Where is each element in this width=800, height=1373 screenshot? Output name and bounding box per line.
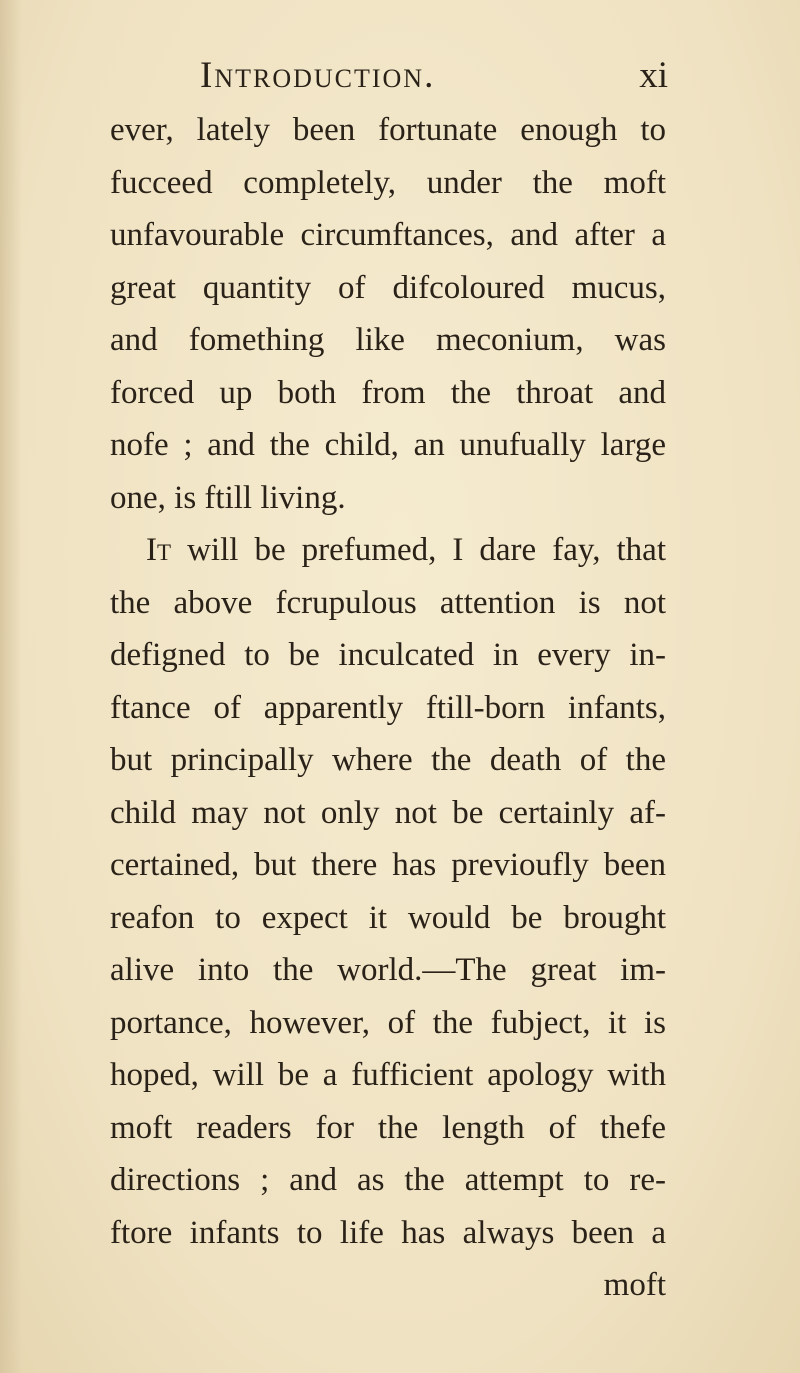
text-line: great quantity of difcoloured mucus, xyxy=(110,269,666,306)
paragraph-first-line-rest: will be prefumed, I dare fay, that xyxy=(171,532,666,568)
running-head xyxy=(200,54,668,98)
text-line: ever, lately been fortunate enough to xyxy=(110,112,666,148)
text-line: nofe ; and the child, an unufually large xyxy=(110,427,666,463)
paragraph-first-line xyxy=(110,524,666,577)
text-line: child may not only not be certainly af- xyxy=(110,794,666,831)
text-line: directions ; and as the attempt to re- xyxy=(110,1162,666,1198)
text-line: defigned to be inculcated in every in- xyxy=(110,637,666,673)
page-number: xi xyxy=(639,55,668,96)
text-line: portance, however, of the fubject, it is xyxy=(110,1004,666,1041)
text-line: and fomething like meconium, was xyxy=(110,322,666,358)
page-gutter-shadow xyxy=(0,0,22,1373)
paragraph-lead-word: It xyxy=(146,532,172,568)
body-text xyxy=(110,104,666,1312)
catchword: moft xyxy=(603,1267,666,1303)
text-line: but principally where the death of the xyxy=(110,742,666,778)
running-head-title: Introduction. xyxy=(200,55,436,96)
text-line: reafon to expect it would be brought xyxy=(110,899,666,936)
text-line: ftance of apparently ftill-born infants, xyxy=(110,689,666,726)
text-line: hoped, will be a fufficient apology with xyxy=(110,1057,666,1093)
text-line: unfavourable circumftances, and after a xyxy=(110,217,666,253)
text-line: one, is ftill living. xyxy=(110,479,346,516)
text-line: moft readers for the length of thefe xyxy=(110,1109,666,1146)
text-line: certained, but there has previoufly been xyxy=(110,847,666,883)
text-line: forced up both from the throat and xyxy=(110,374,666,411)
text-line: the above fcrupulous attention is not xyxy=(110,584,666,621)
text-line: alive into the world.—The great im- xyxy=(110,952,666,988)
text-line: ftore infants to life has always been a xyxy=(110,1214,666,1251)
text-line: fucceed completely, under the moft xyxy=(110,164,666,201)
